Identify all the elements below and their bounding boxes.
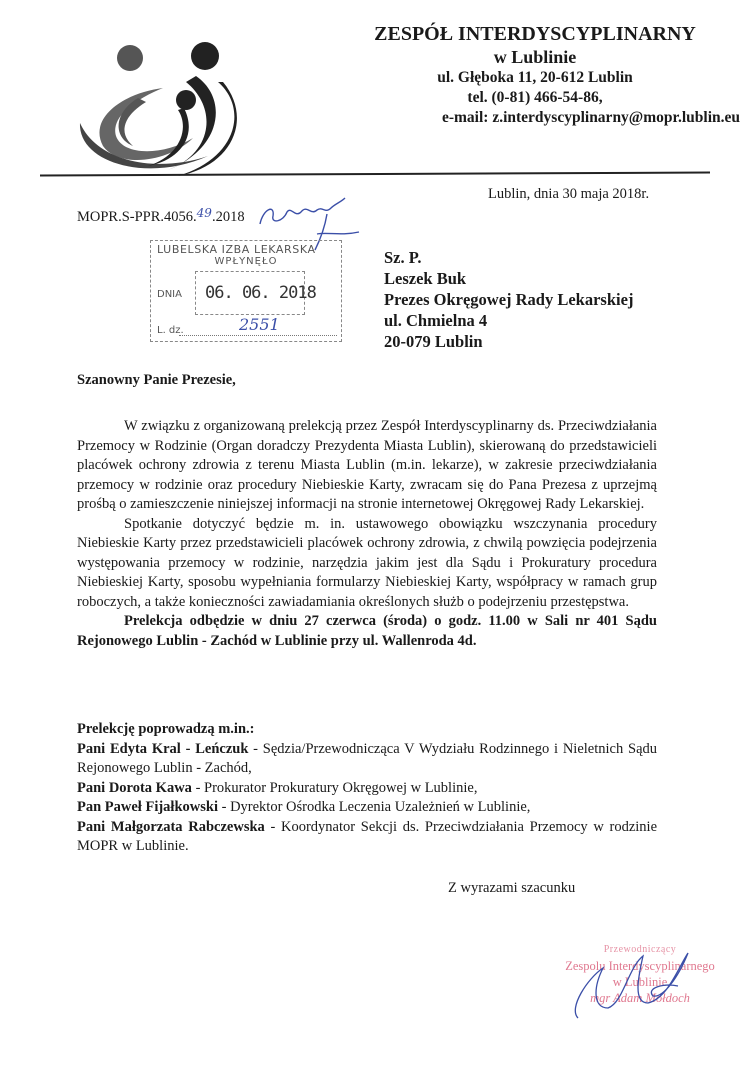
speaker-name: Pani Małgorzata Rabczewska [77, 818, 265, 835]
organization-phone: tel. (0-81) 466-54-86, [467, 89, 603, 106]
addressee-position: Prezes Okręgowej Rady Lekarskiej [384, 290, 634, 309]
speaker-item [77, 798, 657, 818]
reference-number [77, 206, 245, 226]
speaker-role: - Dyrektor Ośrodka Leczenia Uzależnień w Lublinie, [217, 799, 531, 815]
addressee-street: ul. Chmielna 4 [384, 311, 488, 330]
reference-suffix: .2018 [211, 209, 245, 225]
received-stamp [150, 240, 342, 342]
speaker-name: Pan Paweł Fijałkowski [77, 799, 218, 815]
seal-city: w Lublinie [612, 975, 668, 989]
body-paragraph-event: Prelekcja odbędzie w dniu 27 czerwca (środa) o godz. 11.00 w Sali nr 401 Sądu Rejonowego Lublin - Zachód w Lublinie przy ul. Wallenroda 4d. [77, 613, 657, 649]
organization-city: w Lublinie [493, 47, 577, 67]
stamp-label: WPŁYNĘŁO [214, 256, 278, 267]
reference-handwritten-number: 49 [196, 206, 212, 220]
speaker-name: Pani Edyta Kral - Leńczuk [77, 740, 249, 757]
addressee-name: Leszek Buk [384, 269, 467, 288]
salutation: Szanowny Panie Prezesie, [77, 372, 236, 388]
body-paragraph-2: Spotkanie dotyczyć będzie m. in. ustawowego obowiązku wszczynania procedury Niebieskie Karty przez przedstawicieli placówek ochrony zdrowia, z chwilą powzięcia podejrzenia występowania przemocy w rodzinie, narzędzia jakim jest dla Sądu i Prokuratury procedura Niebieskiej Karty, sposobu wypełniania formularzy Niebieskiej Karty, współpracy w ramach grup roboczych, a także konieczności zawiadamiania określonych służb o podejrzeniu przestępstwa. [77, 515, 657, 610]
place-date: Lublin, dnia 30 maja 2018r. [488, 186, 650, 202]
organization-email: e-mail: z.interdyscyplinarny@mopr.lublin.eu [441, 109, 740, 126]
stamp-ldz-label: L. dz. [157, 325, 184, 336]
seal-organization: Zespolu Interdyscyplinarnego [565, 959, 715, 973]
organization-name: ZESPÓŁ INTERDYSCYPLINARNY [374, 23, 696, 45]
stamp-institution: LUBELSKA IZBA LEKARSKA [157, 243, 316, 256]
addressee-postal: 20-079 Lublin [384, 332, 483, 351]
stamp-date: 06. 06. 2018 [205, 283, 316, 303]
seal-title: Przewodniczący [603, 944, 677, 955]
speaker-item [77, 818, 657, 857]
closing: Z wyrazami szacunku [448, 880, 576, 896]
stamp-dotted-line [179, 335, 337, 336]
stamp-date-label: DNIA [157, 289, 182, 300]
addressee-block [384, 247, 633, 352]
addressee-title: Sz. P. [384, 248, 422, 267]
speaker-role: - Sędzia/Przewodnicząca V Wydziału Rodzinnego i Nieletnich Sądu Rejonowego Lublin - Zachód, [77, 740, 658, 776]
speaker-name: Pani Dorota Kawa [77, 779, 192, 796]
reference-prefix: MOPR.S-PPR.4056. [77, 209, 197, 225]
letterhead [340, 22, 740, 126]
speaker-role: - Koordynator Sekcji ds. Przeciwdziałania Przemocy w rodzinie MOPR w Lublinie. [77, 818, 658, 854]
speakers-list [77, 720, 657, 857]
seal-name: mgr Adam Mołdoch [590, 991, 690, 1005]
stamp-ldz-number: 2551 [239, 315, 280, 334]
speaker-role: - Prokurator Prokuratury Okręgowej w Lublinie, [191, 779, 478, 796]
organization-address: ul. Głęboka 11, 20-612 Lublin [437, 69, 633, 86]
speakers-heading: Prelekcję poprowadzą m.in.: [77, 721, 255, 737]
speaker-item [77, 740, 657, 779]
body-paragraph-1: W związku z organizowaną prelekcją przez Zespół Interdyscyplinarny ds. Przeciwdziałania Przemocy w Rodzinie (Organ doradczy Prezydenta Miasta Lublin), skierowaną do przedstawicieli placówek ochrony zdrowia z terenu Miasta Lublin (m.in. lekarze), w zakresie przeciwdziałania przemocy w rodzinie oraz procedury Niebieskie Karty, zwracam się do Pana Prezesa z uprzejmą prośbą o zamieszczenie niniejszej informacji na stronie internetowej Okręgowej Rady Lekarskiej. [77, 418, 657, 512]
handwritten-signature-icon [568, 948, 708, 1023]
speaker-item [77, 779, 657, 799]
letter-body [77, 417, 657, 651]
